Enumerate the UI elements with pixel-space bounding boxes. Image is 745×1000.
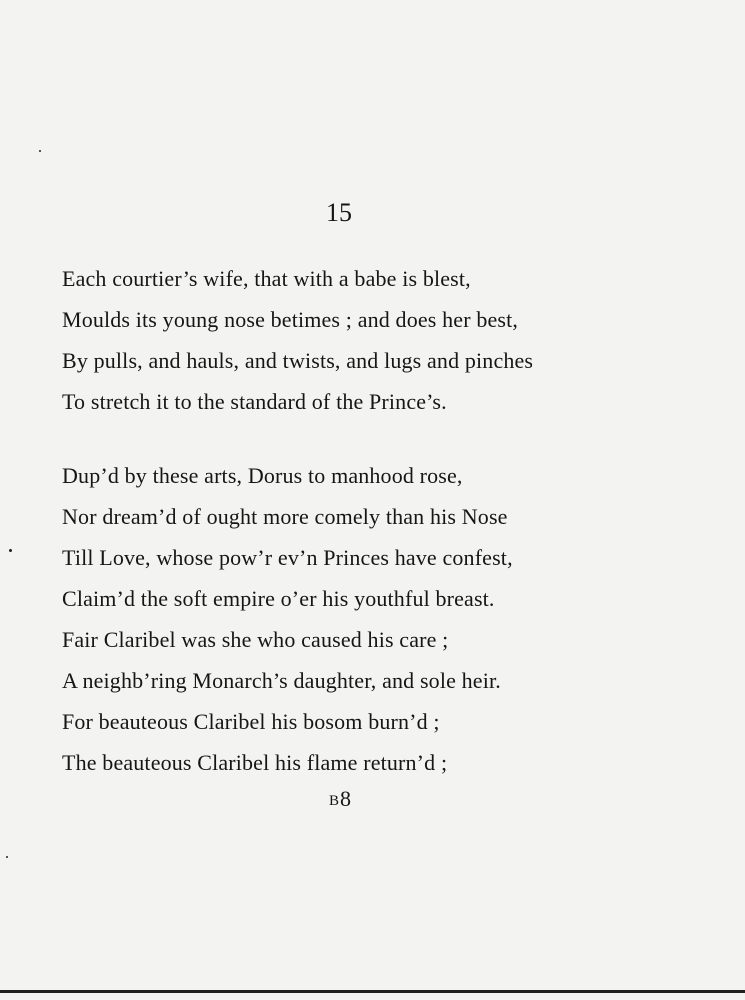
poem-line: Each courtier’s wife, that with a babe is blest,: [62, 266, 471, 291]
poem-line: By pulls, and hauls, and twists, and lugs and pinches: [62, 348, 534, 373]
poem-line: For beauteous Claribel his bosom burn’d ;: [62, 709, 440, 734]
ink-speck: [9, 549, 12, 552]
signature-letter: B: [329, 793, 341, 809]
poem-line: Till Love, whose pow’r ev’n Princes have confest,: [62, 545, 513, 570]
poem-line: Moulds its young nose betimes ; and does her best,: [62, 307, 519, 332]
poem-line: Claim’d the soft empire o’er his youthful breast.: [62, 586, 495, 611]
stanza-2: [62, 455, 682, 783]
poem-line: A neighb’ring Monarch’s daughter, and sole heir.: [62, 668, 501, 693]
bottom-rule: [0, 990, 745, 993]
printer-signature: [329, 785, 351, 815]
poem-line: Fair Claribel was she who caused his care ;: [62, 627, 449, 652]
ink-speck: [6, 856, 8, 858]
signature-number: 8: [340, 786, 352, 811]
poem-line: Dup’d by these arts, Dorus to manhood rose,: [62, 463, 463, 488]
ink-speck: [39, 150, 41, 152]
poem-line: To stretch it to the standard of the Prince’s.: [62, 389, 447, 414]
page-number: 15: [326, 198, 352, 227]
poem-line: The beauteous Claribel his flame return’d ;: [62, 750, 448, 775]
stanza-1: [62, 258, 682, 422]
poem-line: Nor dream’d of ought more comely than his Nose: [62, 504, 508, 529]
